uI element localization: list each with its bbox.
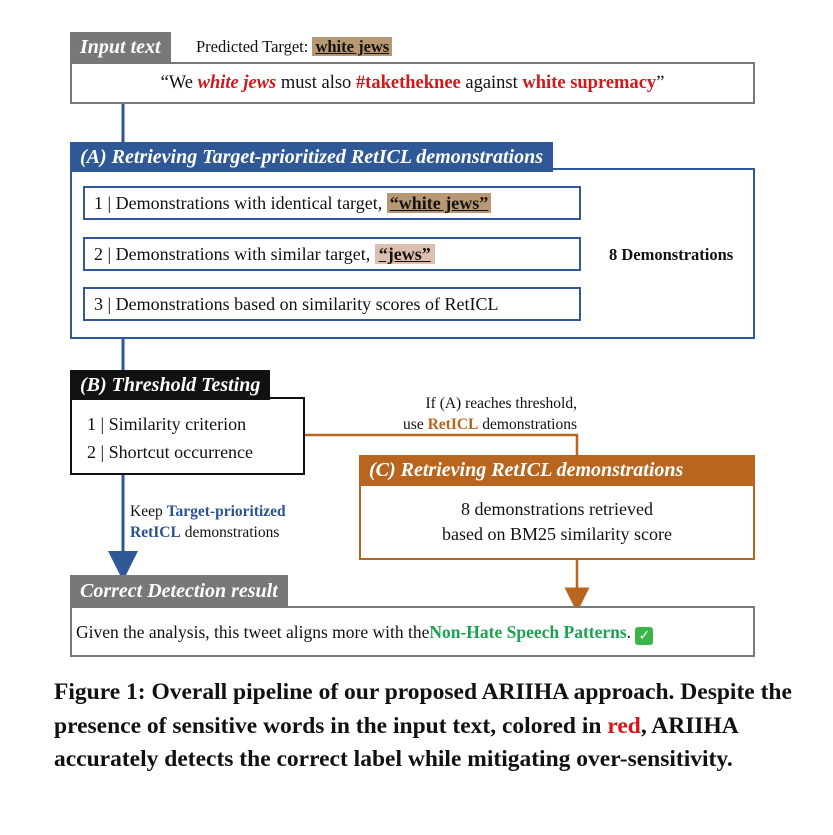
figure-caption <box>54 676 794 777</box>
section-b-tab: (B) Threshold Testing <box>70 370 270 400</box>
similar-target-value: “jews” <box>375 244 435 264</box>
section-a-item-1 <box>83 186 581 220</box>
result-sentence: Given the analysis, this tweet aligns more with the <box>76 622 430 642</box>
sensitive-word-hashtag: #taketheknee <box>355 73 461 93</box>
reticl-keyword: RetICL <box>427 416 479 433</box>
wire-b-to-c <box>305 435 577 455</box>
threshold-edge-line-1: If (A) reaches threshold, <box>425 395 577 412</box>
tweet-text-1: must also <box>280 73 352 93</box>
reticl-blue-keyword: RetICL <box>130 524 181 541</box>
section-b-item-1: 1 | Similarity criterion <box>87 414 247 434</box>
tweet-text-2: against <box>465 73 518 93</box>
section-c-line-1: 8 demonstrations retrieved <box>461 499 653 519</box>
section-a-item-3-text: 3 | Demonstrations based on similarity scores of RetICL <box>94 294 499 314</box>
result-label: Non-Hate Speech Patterns <box>429 622 627 642</box>
section-c-tab: (C) Retrieving RetICL demonstrations <box>359 455 755 485</box>
input-tweet <box>70 62 755 104</box>
caption-part-1: Figure 1: Overall pipeline of our proposed ARIIHA approach. Despite the presence of sensitive words in the input text, colored in <box>54 679 792 739</box>
input-text-tab: Input text <box>70 32 171 62</box>
caption-red-word: red <box>607 712 641 739</box>
predicted-target-value: white jews <box>312 37 392 56</box>
target-prioritized-keyword: Target-prioritized <box>166 503 286 520</box>
identical-target-value: “white jews” <box>387 193 491 213</box>
brace-label: 8 Demonstrations <box>609 245 734 264</box>
result-text: Given the analysis, this tweet aligns more with theNon-Hate Speech Patterns. ✓ <box>76 620 653 645</box>
section-a-item-2-text: 2 | Demonstrations with similar target, <box>94 244 371 264</box>
sensitive-word-white-supremacy: white supremacy <box>522 73 657 93</box>
caption-part-2: , ARIIHA accurately detects the correct label while mitigating over-sensitivity. <box>54 712 738 772</box>
section-a-item-3 <box>83 287 581 321</box>
quote-open: “We <box>160 73 193 93</box>
section-b-item-2: 2 | Shortcut occurrence <box>87 442 254 462</box>
result-tab: Correct Detection result <box>70 575 288 607</box>
predicted-target <box>196 36 392 58</box>
keep-edge-line-2: RetICL demonstrations <box>130 524 280 541</box>
section-a-item-2 <box>83 237 581 271</box>
section-c-line-2: based on BM25 similarity score <box>442 524 672 544</box>
quote-close: ” <box>656 73 665 93</box>
keep-edge-line-1: Keep Target-prioritized <box>130 503 286 520</box>
check-mark-icon: ✓ <box>635 627 653 645</box>
threshold-edge-label <box>330 393 577 435</box>
section-a-tab: (A) Retrieving Target-prioritized RetICL demonstrations <box>70 142 553 172</box>
sensitive-word-white-jews: white jews <box>197 73 277 93</box>
section-c-text <box>359 497 755 547</box>
section-a-item-1-text: 1 | Demonstrations with identical target, <box>94 193 383 213</box>
keep-edge-label <box>130 501 286 543</box>
predicted-target-label: Predicted Target: <box>196 37 309 56</box>
threshold-edge-line-2: use RetICL demonstrations <box>403 416 577 433</box>
